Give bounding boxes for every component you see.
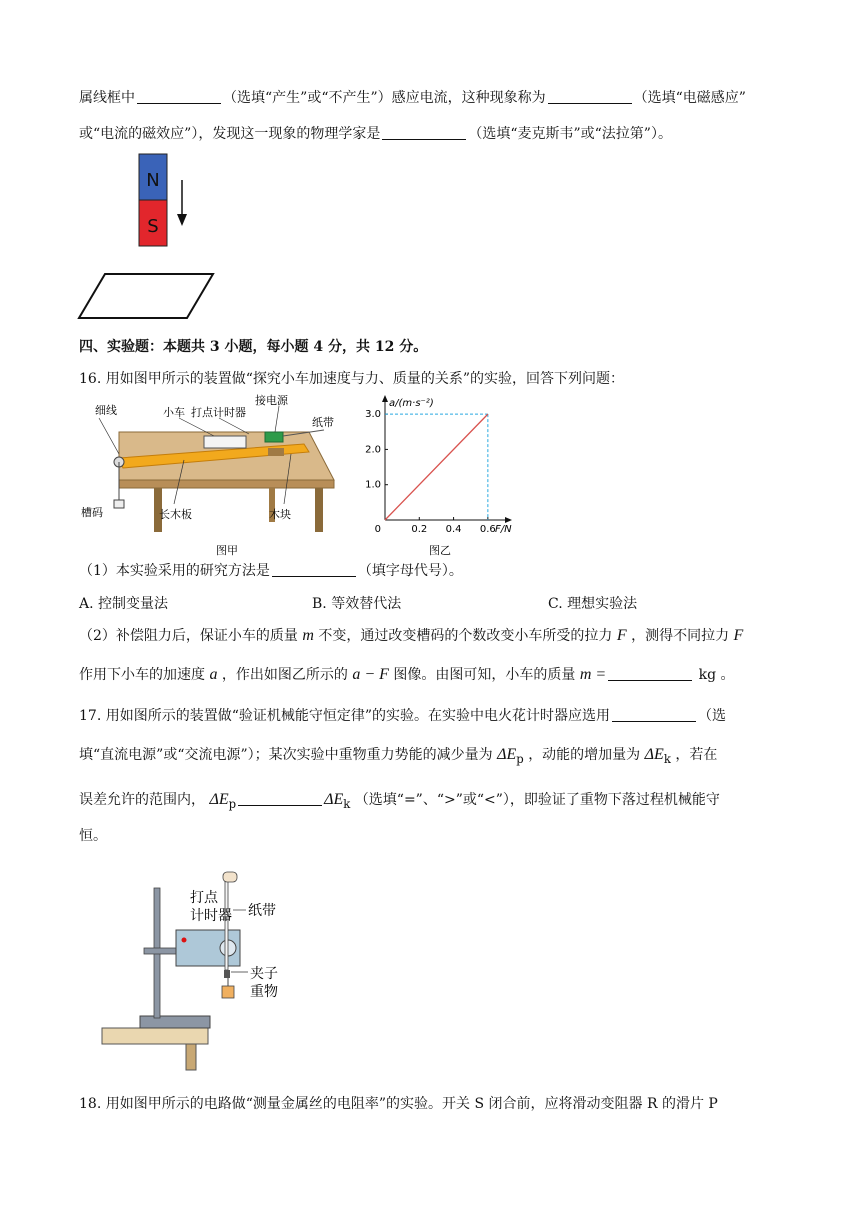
label-dadian: 打点计时器 — [191, 406, 246, 419]
answer-blank[interactable] — [382, 125, 466, 140]
a-f-chart — [355, 392, 525, 558]
q16-part2-line2: 作用下小车的加速度 a ，作出如图乙所示的 a − F 图像。由图可知，小车的质量 m = kg 。 — [79, 666, 735, 683]
x-axis-arrow-icon — [505, 517, 512, 523]
x-axis-label: F/N — [495, 524, 512, 535]
y-axis-arrow-icon — [382, 395, 388, 402]
q17-line-2: 填“直流电源”或“交流电源”）；某次实验中重物重力势能的减少量为 $\Delta E_p$ ，动能的增加量为 $\Delta E_k$ ，若在 — [79, 746, 718, 766]
magnet-s-label: S — [147, 216, 159, 237]
q16-part1: （1）本实验采用的研究方法是 （填字母代号）。 — [79, 563, 463, 579]
label-dadian-1: 打点 — [190, 890, 218, 906]
label-xiaoche: 小车 — [163, 406, 185, 419]
q15-line-2: 或“电流的磁效应”），发现这一现象的物理学家是 （选填“麦克斯韦”或“法拉第”）。 — [79, 126, 672, 142]
label-xixian: 细线 — [95, 404, 117, 417]
arrow-down-icon — [177, 214, 187, 226]
answer-blank[interactable] — [612, 707, 696, 722]
y-axis-label: a/(m·s⁻²) — [389, 398, 434, 409]
section-title: 四、实验题：本题共 3 小题，每小题 4 分，共 12 分。 — [79, 339, 428, 355]
caption-jia: 图甲 — [216, 544, 238, 557]
coil-frame — [79, 274, 213, 318]
x-tick-label-0: 0.2 — [411, 524, 428, 535]
magnet-coil-figure — [75, 150, 225, 325]
label-dadian-2: 计时器 — [190, 908, 232, 924]
answer-blank[interactable] — [272, 562, 356, 577]
label-zhidai: 纸带 — [312, 416, 334, 429]
magnet-n-label: N — [146, 170, 160, 191]
origin-label: 0 — [374, 524, 381, 535]
y-tick-label-2: 3.0 — [365, 409, 381, 421]
q17-line-3: 误差允许的范围内， $\Delta E_p$ $\Delta E_k$ （选填“=”、“>”或“<”），即验证了重物下落过程机械能守 — [79, 791, 720, 811]
series-line-0 — [385, 414, 488, 520]
label-zhidai: 纸带 — [248, 903, 276, 919]
q16-part2-line1: （2）补偿阻力后，保证小车的质量 m 不变，通过改变槽码的个数改变小车所受的拉力 F ，测得不同拉力 F — [79, 627, 744, 644]
answer-blank[interactable] — [548, 89, 632, 104]
x-tick-label-2: 0.6 — [479, 524, 496, 535]
option-c[interactable]: C. 理想实验法 — [548, 596, 638, 612]
answer-blank[interactable] — [137, 89, 221, 104]
label-mukuai: 木块 — [269, 508, 291, 521]
q16-stem: 16. 用如图甲所示的装置做“探究小车加速度与力、质量的关系”的实验，回答下列问题： — [79, 371, 625, 387]
q18-line-1: 18. 用如图甲所示的电路做“测量金属丝的电阻率”的实验。开关 S 闭合前，应将滑动变阻器 R 的滑片 P — [79, 1096, 718, 1112]
answer-blank[interactable] — [608, 666, 692, 681]
option-a[interactable]: A. 控制变量法 — [79, 596, 169, 612]
label-zhongwu: 重物 — [250, 984, 278, 1000]
q15-line-1: 属线框中 （选填“产生”或“不产生”）感应电流，这种现象称为 （选填“电磁感应” — [79, 90, 746, 106]
q17-line-4: 恒。 — [79, 828, 107, 844]
label-changmuban: 长木板 — [159, 508, 192, 521]
q17-line-1: 17. 用如图所示的装置做“验证机械能守恒定律”的实验。在实验中电火花计时器应选用 （选 — [79, 708, 727, 724]
label-jiazi: 夹子 — [250, 966, 278, 982]
label-dianyuan: 接电源 — [255, 394, 288, 407]
free-fall-apparatus-figure — [98, 862, 298, 1072]
option-b[interactable]: B. 等效替代法 — [312, 596, 402, 612]
y-tick-label-1: 2.0 — [365, 444, 381, 456]
label-caoma: 槽码 — [81, 506, 103, 519]
cart-apparatus-figure — [79, 392, 349, 558]
answer-blank[interactable] — [238, 791, 322, 806]
y-tick-label-0: 1.0 — [365, 479, 381, 491]
x-tick-label-1: 0.4 — [445, 524, 462, 535]
caption-yi: 图乙 — [429, 544, 451, 557]
